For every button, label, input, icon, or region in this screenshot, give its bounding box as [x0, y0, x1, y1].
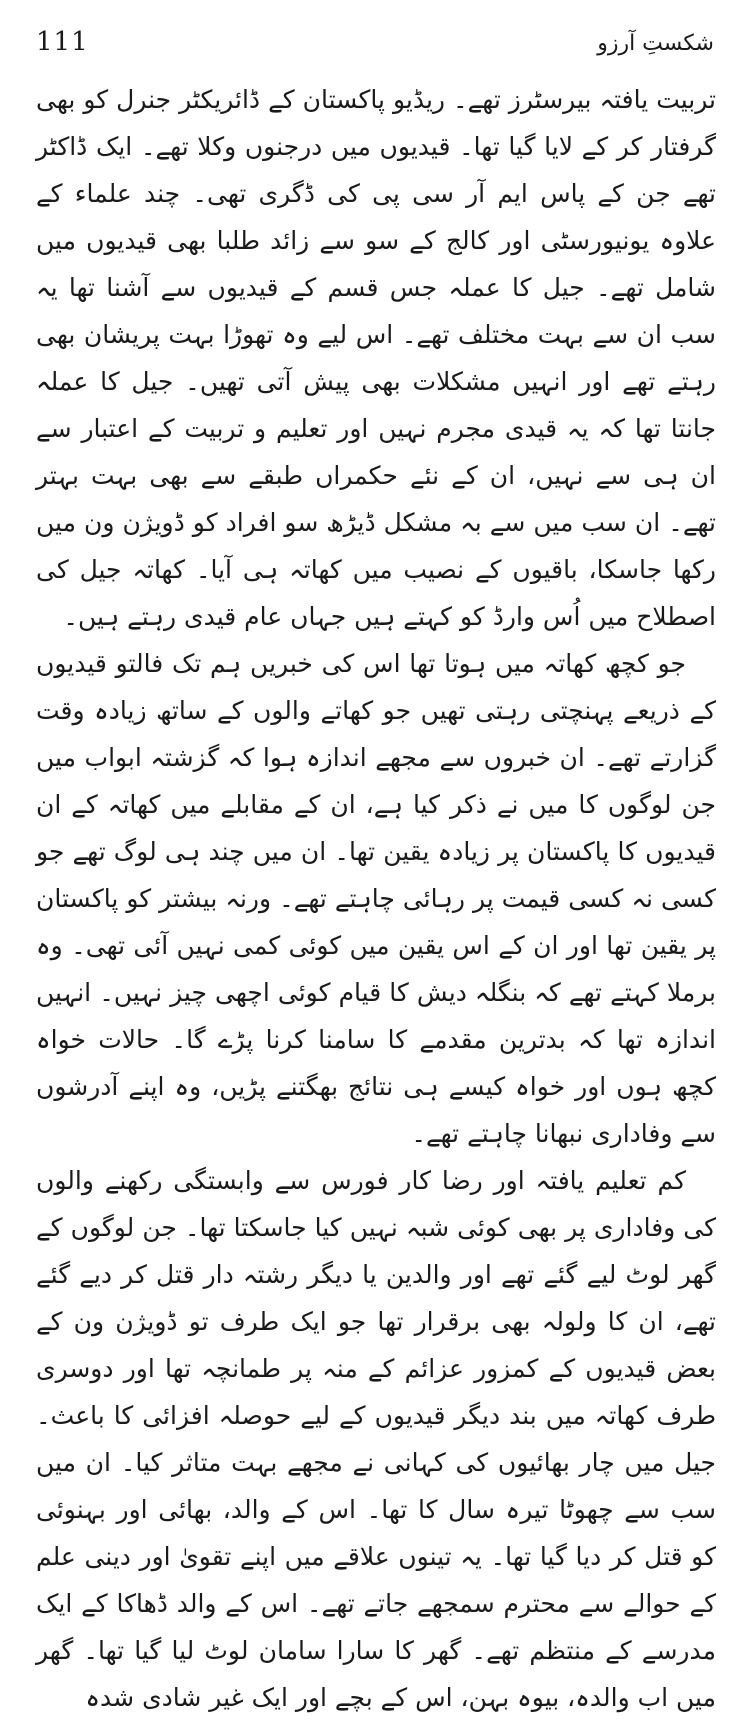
paragraph: کم تعلیم یافتہ اور رضا کار فورس سے وابستگی رکھنے والوں کی وفاداری پر بھی کوئی شبہ نہیں کیا جاسکتا تھا۔ جن لوگوں کے گھر لوٹ لیے گئے تھے اور والدین یا دیگر رشتہ دار قتل کر دیے گئے تھے، ان کا ولولہ بھی برقرار تھا جو ایک طرف تو ڈویژن ون کے بعض قیدیوں کے کمزور عزائم کے منہ پر طمانچہ تھا اور دوسری طرف کھاتہ میں بند دیگر قیدیوں کے لیے حوصلہ افزائی کا باعث۔ جیل میں چار بھائیوں کی کہانی نے مجھے بہت متاثر کیا۔ ان میں سب سے چھوٹا تیرہ سال کا تھا۔ اس کے والد، بھائی اور بہنوئی کو قتل کر دیا گیا تھا۔ یہ تینوں علاقے میں اپنے تقویٰ اور دینی علم کے حوالے سے محترم سمجھے جاتے تھے۔ اس کے والد ڈھاکا کے ایک مدرسے کے منتظم تھے۔ گھر کا سارا سامان لوٹ لیا گیا تھا۔ گھر میں اب والدہ، بیوہ بہن، اس کے بچے اور ایک غیر شادی شدہ	[36, 1166, 716, 1712]
paragraph: جو کچھ کھاتہ میں ہوتا تھا اس کی خبریں ہم تک فالتو قیدیوں کے ذریعے پہنچتی رہتی تھیں جو کھاتے والوں کے ساتھ زیادہ وقت گزارتے تھے۔ ان خبروں سے مجھے اندازہ ہوا کہ گزشتہ ابواب میں جن لوگوں کا میں نے ذکر کیا ہے، ان کے مقابلے میں کھاتہ کے ان قیدیوں کا پاکستان پر زیادہ یقین تھا۔ ان میں چند ہی لوگ تھے جو کسی نہ کسی قیمت پر رہائی چاہتے تھے۔ ورنہ بیشتر کو پاکستان پر یقین تھا اور ان کے اس یقین میں کوئی کمی نہیں آئی تھی۔ وہ برملا کہتے تھے کہ بنگلہ دیش کا قیام کوئی اچھی چیز نہیں۔ انہیں اندازہ تھا کہ بدترین مقدمے کا سامنا کرنا پڑے گا۔ حالات خواہ کچھ ہوں اور خواہ کیسے ہی نتائج بھگتنے پڑیں، وہ اپنے آدرشوں سے وفاداری نبھانا چاہتے تھے۔	[36, 649, 716, 1148]
body-text	[36, 76, 716, 1721]
page-header	[36, 22, 714, 70]
paragraph: تربیت یافتہ بیرسٹرز تھے۔ ریڈیو پاکستان کے ڈائریکٹر جنرل کو بھی گرفتار کر کے لایا گیا تھا۔ قیدیوں میں درجنوں وکلا تھے۔ ایک ڈاکٹر تھے جن کے پاس ایم آر سی پی کی ڈگری تھی۔ چند علماء کے علاوہ یونیورسٹی اور کالج کے سو سے زائد طلبا بھی قیدیوں میں شامل تھے۔ جیل کا عملہ جس قسم کے قیدیوں سے آشنا تھا یہ سب ان سے بہت مختلف تھے۔ اس لیے وہ تھوڑا بہت پریشان بھی رہتے تھے اور انہیں مشکلات بھی پیش آتی تھیں۔ جیل کا عملہ جانتا تھا کہ یہ قیدی مجرم نہیں اور تعلیم و تربیت کے اعتبار سے ان ہی سے نہیں، ان کے نئے حکمراں طبقے سے بھی بہت بہتر تھے۔ ان سب میں سے بہ مشکل ڈیڑھ سو افراد کو ڈویژن ون میں رکھا جاسکا، باقیوں کے نصیب میں کھاتہ ہی آیا۔ کھاتہ جیل کی اصطلاح میں اُس وارڈ کو کہتے ہیں جہاں عام قیدی رہتے ہیں۔	[36, 85, 716, 631]
page-number: 111	[36, 27, 89, 57]
running-title: شکستِ آرزو	[597, 31, 714, 56]
